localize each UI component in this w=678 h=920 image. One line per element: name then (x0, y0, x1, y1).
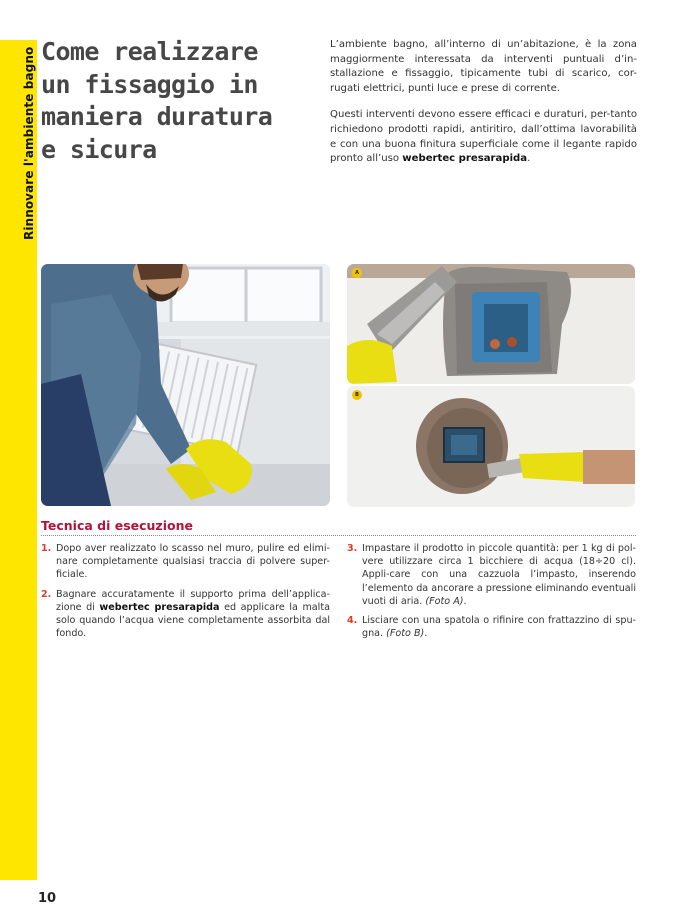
steps-column-right (347, 542, 636, 646)
title-line: un fissaggio in (41, 69, 258, 99)
title-line: maniera duratura (41, 102, 273, 131)
step-text: Impastare il prodotto in piccole quantità: per 1 kg di pol-vere utilizzare circa 1 bicchiere di acqua (18÷20 cl). Appli-care con una cazzuola l’impasto, inserendo l’elemento da ancorare a pressione eliminando eventuali vuoti di aria. (362, 543, 636, 607)
intro-paragraph-1: L’ambiente bagno, all’interno di un’abitazione, è la zona maggiormente interessata da interventi puntuali d’in-stallazione e fissaggio, tipicamente tubi di scarico, cor-rugati elettrici, punti luce e prese di corrente. (330, 39, 637, 94)
step-text-end: . (463, 595, 467, 607)
step-text: Dopo aver realizzato lo scasso nel muro, pulire ed elimi-nare completamente qualsiasi traccia di polvere super-ficiale. (56, 543, 330, 581)
step-text: ed applicare la malta solo quando l’acqua viene completamente assorbita dal fondo. (56, 601, 330, 640)
photo-b-finishing (347, 386, 635, 507)
steps-column-left (41, 542, 330, 646)
section-title: Tecnica di esecuzione (41, 518, 193, 533)
step-2 (41, 588, 330, 641)
sidebar-section-label (0, 40, 37, 240)
intro-paragraph-2-end: . (527, 153, 531, 165)
photo-b-illustration (347, 386, 635, 507)
page-number: 10 (38, 891, 57, 906)
step-3 (347, 542, 636, 608)
photo-a-mortar-application (347, 264, 635, 384)
photo-b-tag: B (352, 390, 362, 400)
step-text: Bagnare accuratamente il supporto prima dell’applica-zione di (56, 588, 330, 613)
product-name: webertec presarapida (402, 153, 528, 165)
page-title (41, 36, 316, 166)
title-line: e sicura (41, 134, 157, 164)
photo-radiator-installation (41, 264, 330, 506)
dotted-divider (41, 535, 636, 536)
step-4 (347, 614, 636, 640)
title-line: Come realizzare (41, 37, 258, 66)
step-1 (41, 542, 330, 582)
step-text-end: . (424, 628, 428, 640)
step-number: 4. (347, 615, 358, 627)
step-number: 3. (347, 543, 358, 554)
photo-reference: (Foto B) (386, 628, 425, 640)
section-label-text: Rinnovare l'ambiente bagno (22, 46, 36, 240)
photo-a-tag: A (352, 268, 362, 278)
photo-reference: (Foto A) (425, 595, 464, 607)
photo-a-illustration (347, 264, 635, 384)
step-number: 2. (41, 588, 52, 600)
step-text: Lisciare con una spatola o rifinire con frattazzino di spu-gna. (362, 615, 636, 640)
intro-paragraph-2 (330, 108, 637, 166)
intro-text (330, 38, 637, 179)
product-name: webertec presarapida (99, 601, 220, 613)
intro-paragraph-2-text: Questi interventi devono essere efficaci e duraturi, per-tanto richiedono prodotti rapidi, antiritiro, dall’ottima lavorabilità e con una buona finitura superficiale come il legante rapido pronto all’uso (330, 109, 637, 165)
radiator-photo-illustration (41, 264, 330, 506)
step-number: 1. (41, 543, 52, 554)
